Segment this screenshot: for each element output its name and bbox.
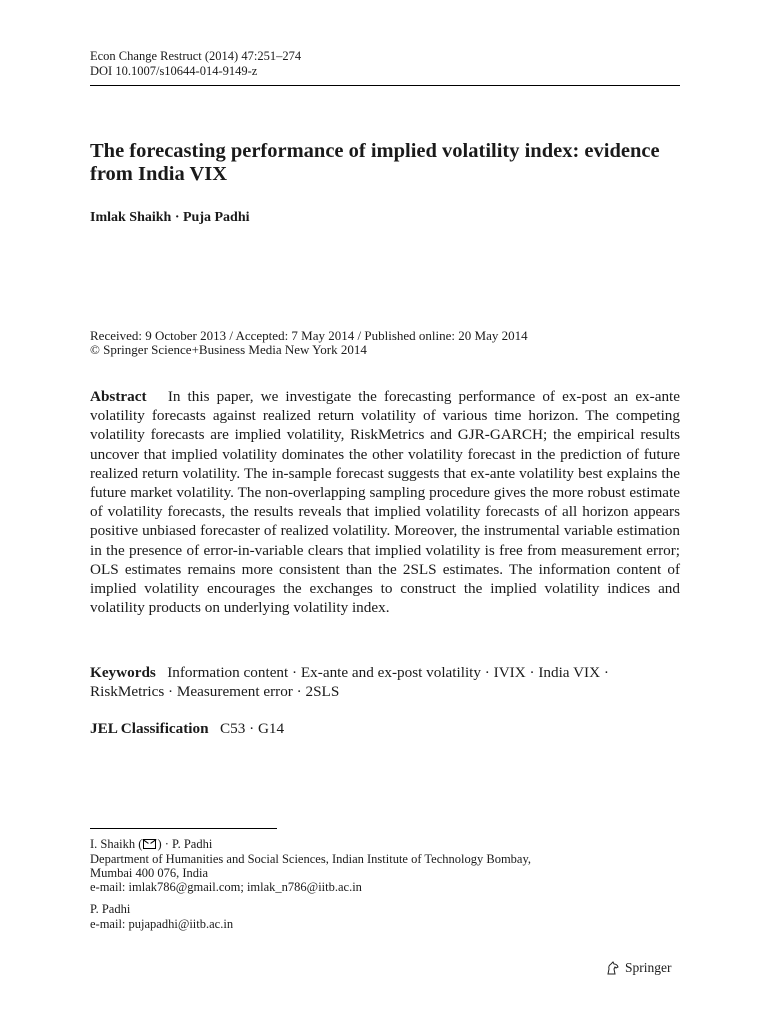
publisher-name: Springer (625, 960, 672, 975)
corresponding-author (90, 837, 212, 852)
address: Mumbai 400 076, India (90, 866, 209, 880)
keywords-label: Keywords (90, 664, 156, 681)
jel-classification (90, 719, 284, 738)
keywords-text: Information content · Ex-ante and ex-post volatility · IVIX · India VIX · RiskMetrics · Measurement error · 2SLS (90, 664, 609, 701)
springer-horse-icon (605, 960, 621, 976)
copyright: © Springer Science+Business Media New York 2014 (90, 342, 367, 357)
author-name: I. Shaikh ( (90, 837, 143, 851)
authors: Imlak Shaikh · Puja Padhi (90, 210, 250, 225)
journal-citation: Econ Change Restruct (2014) 47:251–274 (90, 49, 302, 63)
doi: DOI 10.1007/s10644-014-9149-z (90, 64, 258, 78)
coauthor-name: ) · P. Padhi (157, 837, 213, 851)
affiliation: Department of Humanities and Social Sciences, Indian Institute of Technology Bombay, (90, 852, 532, 866)
article-first-page (90, 0, 680, 1024)
email-shaikh[interactable]: e-mail: imlak786@gmail.com; imlak_n786@iitb.ac.in (90, 880, 362, 894)
keywords (90, 663, 680, 701)
jel-codes: C53 · G14 (219, 720, 285, 737)
header-rule (90, 85, 680, 86)
email-padhi[interactable]: e-mail: pujapadhi@iitb.ac.in (90, 917, 234, 931)
abstract (90, 387, 680, 617)
publisher-logo (605, 960, 672, 976)
footnote-rule (90, 828, 277, 829)
article-title: The forecasting performance of implied volatility index: evidence from India VIX (90, 140, 660, 185)
publication-dates: Received: 9 October 2013 / Accepted: 7 May 2014 / Published online: 20 May 2014 (90, 328, 528, 343)
author-padhi: P. Padhi (90, 902, 131, 916)
abstract-label: Abstract (90, 388, 147, 405)
envelope-icon (143, 839, 156, 849)
jel-label: JEL Classification (90, 720, 209, 737)
abstract-text: In this paper, we investigate the forecasting performance of ex-post an ex-ante volatility forecasts against realized return volatility of various time horizon. The competing volatility forecasts are implied volatility, RiskMetrics and GJR-GARCH; the empirical results uncover that implied volatility dominates the other volatility forecast in the prediction of future realized return volatility. The in-sample forecast suggests that ex-ante volatility best explains the future market volatility. The non-overlapping sampling procedure gives the more robust estimate of volatility forecasts, the results reveals that implied volatility forecasts of all horizon appears positive unbiased forecaster of realized volatility. Moreover, the instrumental variable estimation in the presence of error-in-variable clears that implied volatility is free from measurement error; OLS estimates remains more consistent than the 2SLS estimates. The information content of implied volatility encourages the exchanges to construct the implied volatility indices and volatility products on underlying volatility index. (90, 388, 681, 617)
